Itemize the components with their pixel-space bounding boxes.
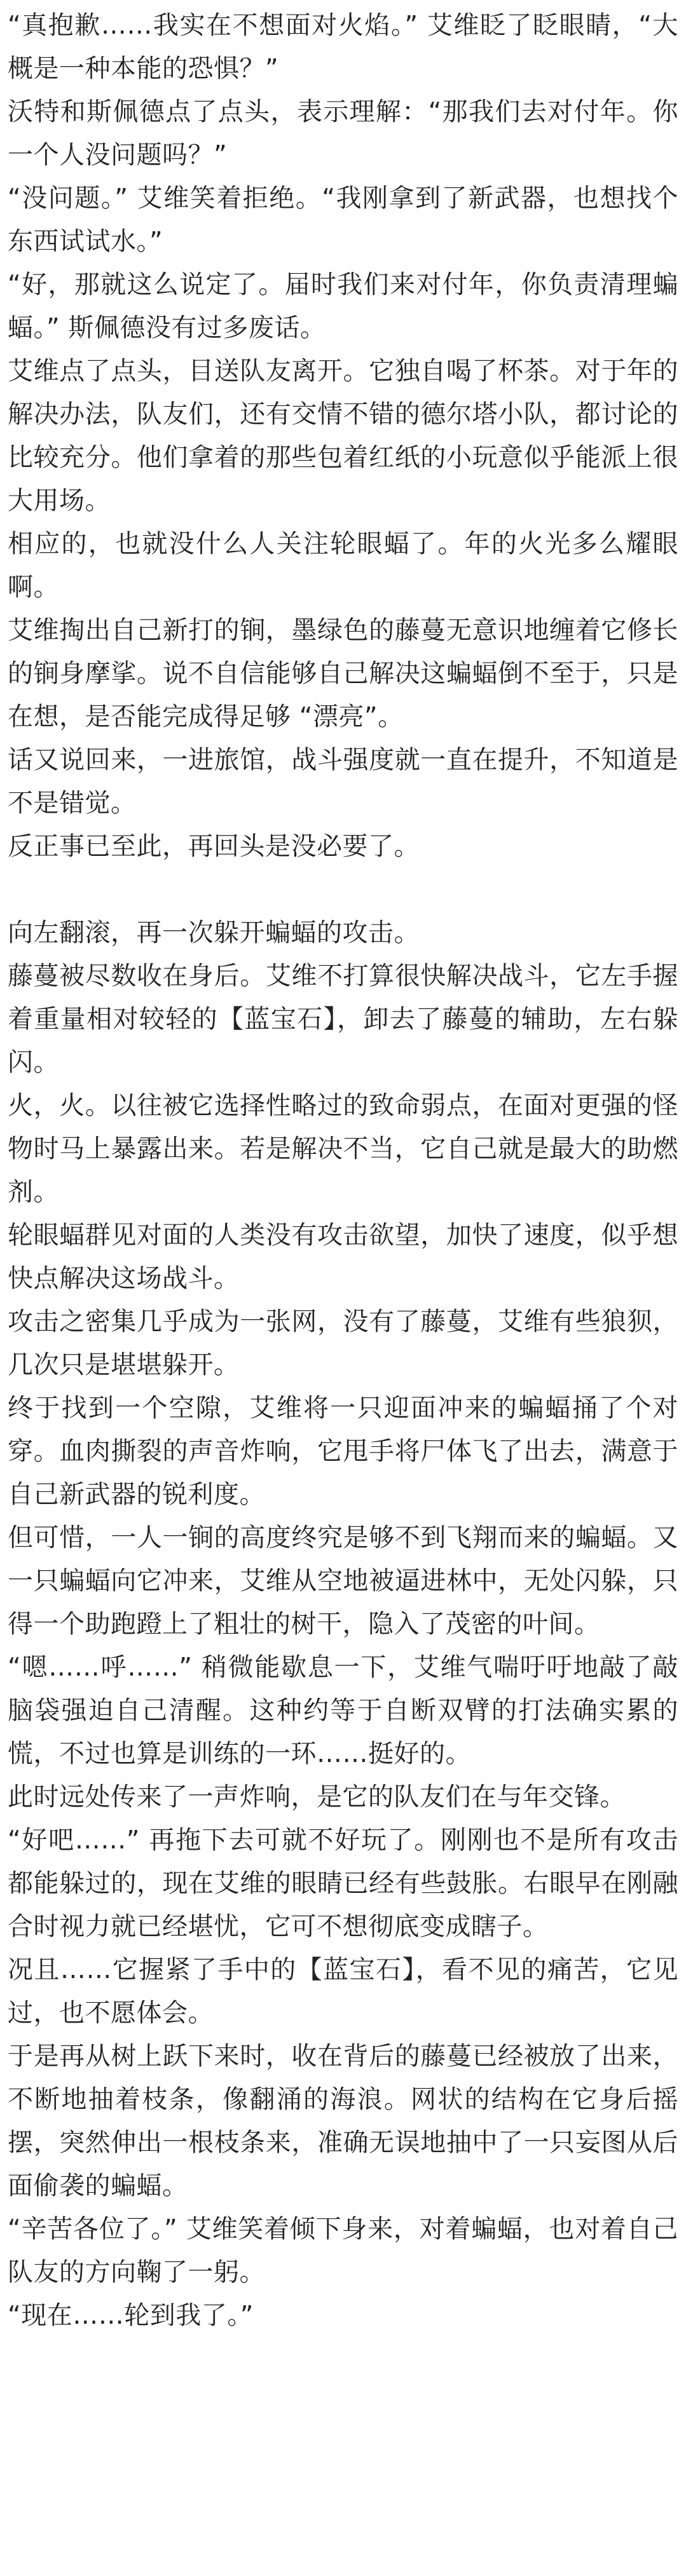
- paragraph-6: 相应的，也就没什么人关注轮眼蝠了。年的火光多么耀眼啊。: [8, 529, 678, 602]
- paragraph-17: “嗯……呼……” 稍微能歇息一下，艾维气喘吁吁地敲了敲脑袋强迫自己清醒。这种约等于自断双臂的打法确实累的慌，不过也算是训练的一环……挺好的。: [8, 1653, 678, 1768]
- paragraph-12: 火，火。以往被它选择性略过的致命弱点，在面对更强的怪物时马上暴露出来。若是解决不当，它自己就是最大的助燃剂。: [8, 1091, 678, 1207]
- paragraph-11: 藤蔓被尽数收在身后。艾维不打算很快解决战斗，它左手握着重量相对较轻的【蓝宝石】，卸去了藤蔓的辅助，左右躲闪。: [8, 961, 678, 1077]
- paragraph-15: 终于找到一个空隙，艾维将一只迎面冲来的蝙蝠捅了个对穿。血肉撕裂的声音炸响，它甩手将尸体飞了出去，满意于自己新武器的锐利度。: [8, 1393, 678, 1509]
- paragraph-20: 况且……它握紧了手中的【蓝宝石】，看不见的痛苦，它见过，也不愿体会。: [8, 1955, 678, 2028]
- paragraph-3: “没问题。” 艾维笑着拒绝。“我刚拿到了新武器，也想找个东西试试水。”: [8, 184, 678, 256]
- paragraph-9: 反正事已至此，再回头是没必要了。: [8, 832, 420, 861]
- paragraph-10: 向左翻滚，再一次躲开蝙蝠的攻击。: [8, 918, 420, 947]
- section-break: [8, 868, 678, 911]
- paragraph-22: “辛苦各位了。” 艾维笑着倾下身来，对着蝙蝠，也对着自己队友的方向鞠了一躬。: [8, 2214, 678, 2287]
- paragraph-18: 此时远处传来了一声炸响，是它的队友们在与年交锋。: [8, 1782, 626, 1812]
- paragraph-8: 话又说回来，一进旅馆，战斗强度就一直在提升，不知道是不是错觉。: [8, 745, 678, 818]
- paragraph-5: 艾维点了点头，目送队友离开。它独自喝了杯茶。对于年的解决办法，队友们，还有交情不错的德尔塔小队，都讨论的比较充分。他们拿着的那些包着红纸的小玩意似乎能派上很大用场。: [8, 356, 678, 515]
- paragraph-7: 艾维掏出自己新打的锏，墨绿色的藤蔓无意识地缠着它修长的锏身摩挲。说不自信能够自己解决这蝙蝠倒不至于，只是在想，是否能完成得足够 “漂亮”。: [8, 616, 678, 731]
- paragraph-4: “好，那就这么说定了。届时我们来对付年，你负责清理蝙蝠。” 斯佩德没有过多废话。: [8, 270, 678, 342]
- paragraph-16: 但可惜，一人一锏的高度终究是够不到飞翔而来的蝙蝠。又一只蝙蝠向它冲来，艾维从空地被逼进林中，无处闪躲，只得一个助跑蹬上了粗壮的树干，隐入了茂密的叶间。: [8, 1523, 678, 1639]
- paragraph-13: 轮眼蝠群见对面的人类没有攻击欲望，加快了速度，似乎想快点解决这场战斗。: [8, 1221, 678, 1293]
- paragraph-1: “真抱歉……我实在不想面对火焰。” 艾维眨了眨眼睛，“大概是一种本能的恐惧？”: [8, 11, 678, 83]
- paragraph-19: “好吧……” 再拖下去可就不好玩了。刚刚也不是所有攻击都能躲过的，现在艾维的眼睛已经有些鼓胀。右眼早在刚融合时视力就已经堪忧，它可不想彻底变成瞎子。: [8, 1826, 678, 1941]
- paragraph-2: 沃特和斯佩德点了点头，表示理解：“那我们去对付年。你一个人没问题吗？”: [8, 97, 678, 170]
- paragraph-14: 攻击之密集几乎成为一张网，没有了藤蔓，艾维有些狼狈，几次只是堪堪躲开。: [8, 1307, 678, 1380]
- paragraph-23: “现在……轮到我了。”: [8, 2301, 254, 2330]
- paragraph-21: 于是再从树上跃下来时，收在背后的藤蔓已经被放了出来，不断地抽着枝条，像翻涌的海浪。网状的结构在它身后摇摆，突然伸出一根枝条来，准确无误地抽中了一只妄图从后面偷袭的蝙蝠。: [8, 2042, 678, 2200]
